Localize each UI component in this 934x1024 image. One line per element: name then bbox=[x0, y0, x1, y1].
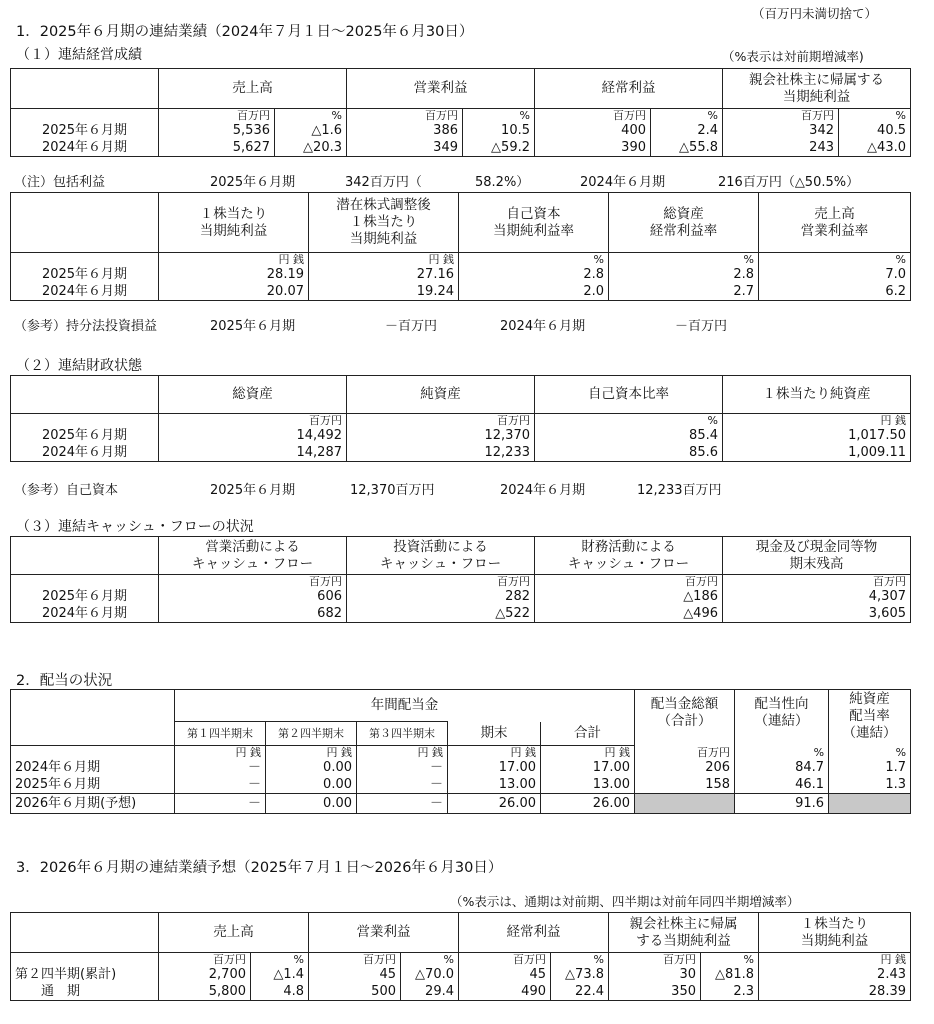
footnote-label: （注）包括利益 bbox=[14, 175, 106, 190]
unit: 円 銭 bbox=[159, 253, 309, 267]
unit: 百万円 bbox=[309, 953, 401, 967]
table-forecast bbox=[10, 912, 911, 1001]
header-op-income: 営業利益 bbox=[309, 913, 459, 953]
header-op-margin: 売上高 営業利益率 bbox=[759, 193, 911, 253]
section3-title: 3．2026年６月期の連結業績予想（2025年７月１日～2026年６月30日） bbox=[16, 860, 503, 876]
footnote-value: 12,370百万円 bbox=[350, 483, 435, 498]
unit: 百万円 bbox=[159, 953, 251, 967]
footnote-period: 2024年６月期 bbox=[500, 319, 586, 334]
header-net-income: 親会社株主に帰属する 当期純利益 bbox=[723, 69, 911, 109]
header-investing-cf: 投資活動による キャッシュ・フロー bbox=[347, 537, 535, 575]
table-financial-position bbox=[10, 375, 911, 462]
header-op-income: 営業利益 bbox=[347, 69, 535, 109]
header-total: 合計 bbox=[541, 722, 635, 746]
table-operating-results bbox=[10, 68, 911, 157]
table-per-share bbox=[10, 192, 911, 301]
sub3-title: （３）連結キャッシュ・フローの状況 bbox=[16, 519, 254, 535]
header-ord-income: 経常利益 bbox=[459, 913, 609, 953]
unit: 円 銭 bbox=[357, 746, 448, 760]
unit: 円 銭 bbox=[541, 746, 635, 760]
unit: 百万円 bbox=[723, 575, 911, 589]
header-operating-cf: 営業活動による キャッシュ・フロー bbox=[159, 537, 347, 575]
section1-title: 1．2025年６月期の連結業績（2024年７月１日～2025年６月30日） bbox=[16, 24, 474, 40]
header-eps: １株当たり 当期純利益 bbox=[159, 193, 309, 253]
header-year-end: 期末 bbox=[448, 722, 541, 746]
table-row: 2024年６月期 14,287 12,233 85.6 1,009.11 bbox=[11, 444, 911, 462]
footnote-period: 2024年６月期 bbox=[580, 175, 666, 190]
sub2-title: （２）連結財政状態 bbox=[16, 358, 142, 374]
unit: 円 銭 bbox=[448, 746, 541, 760]
footnote-period: 2025年６月期 bbox=[210, 319, 296, 334]
section2-title: 2．配当の状況 bbox=[16, 673, 113, 689]
header-roe: 自己資本 当期純利益率 bbox=[459, 193, 609, 253]
header-q2: 第２四半期末 bbox=[266, 722, 357, 746]
header-equity-ratio: 自己資本比率 bbox=[535, 376, 723, 414]
footnote-label: （参考）自己資本 bbox=[14, 483, 119, 498]
unit: 百万円 bbox=[535, 109, 651, 123]
footnote-value: 58.2%） bbox=[475, 175, 530, 190]
header-net-income: 親会社株主に帰属 する当期純利益 bbox=[609, 913, 759, 953]
header-bps: １株当たり純資産 bbox=[723, 376, 911, 414]
table-row: 2025年６月期 5,536 △1.6 386 10.5 400 2.4 342 40.5 bbox=[11, 122, 911, 139]
unit: % bbox=[551, 953, 609, 967]
unit: 百万円 bbox=[609, 953, 701, 967]
unit: % bbox=[609, 253, 759, 267]
unit: 百万円 bbox=[723, 109, 839, 123]
footnote-value: 342百万円（ bbox=[345, 175, 422, 190]
unit: % bbox=[839, 109, 911, 123]
header-diluted-eps: 潜在株式調整後 １株当たり 当期純利益 bbox=[309, 193, 459, 253]
sub1-title: （１）連結経営成績 bbox=[16, 47, 142, 63]
header-eps: １株当たり 当期純利益 bbox=[759, 913, 911, 953]
unit: 百万円 bbox=[459, 953, 551, 967]
footnote-period: 2025年６月期 bbox=[210, 483, 296, 498]
unit: % bbox=[459, 253, 609, 267]
table-row: 2025年６月期 － 0.00 － 13.00 13.00 158 46.1 1.3 bbox=[11, 776, 911, 794]
unit: 百万円 bbox=[347, 109, 463, 123]
unit: 円 銭 bbox=[309, 253, 459, 267]
unit: 百万円 bbox=[347, 414, 535, 428]
table-row: 通 期 5,800 4.8 500 29.4 490 22.4 350 2.3 28.39 bbox=[11, 983, 911, 1001]
table-row: 2024年６月期 － 0.00 － 17.00 17.00 206 84.7 1.7 bbox=[11, 759, 911, 776]
footnote-value: 216百万円（△50.5%） bbox=[718, 175, 860, 190]
table-row: 2025年６月期 606 282 △186 4,307 bbox=[11, 588, 911, 605]
unit: 円 銭 bbox=[723, 414, 911, 428]
header-total-assets: 総資産 bbox=[159, 376, 347, 414]
header-net-assets: 純資産 bbox=[347, 376, 535, 414]
header-total-dividend: 配当金総額 （合計） bbox=[635, 690, 735, 746]
table-row: 2025年６月期 28.19 27.16 2.8 2.8 7.0 bbox=[11, 266, 911, 283]
table-dividends bbox=[10, 689, 911, 814]
footnote-value: 12,233百万円 bbox=[637, 483, 722, 498]
unit: % bbox=[651, 109, 723, 123]
table-row: 2026年６月期(予想) － 0.00 － 26.00 26.00 91.6 bbox=[11, 794, 911, 814]
unit: % bbox=[829, 746, 911, 760]
unit: % bbox=[735, 746, 829, 760]
header-sales: 売上高 bbox=[159, 69, 347, 109]
unit: % bbox=[251, 953, 309, 967]
unit: % bbox=[463, 109, 535, 123]
footnote-label: （参考）持分法投資損益 bbox=[14, 319, 158, 334]
footnote-period: 2024年６月期 bbox=[500, 483, 586, 498]
header-q3: 第３四半期末 bbox=[357, 722, 448, 746]
header-payout-ratio: 配当性向 （連結） bbox=[735, 690, 829, 746]
sub1-note: （%表示は対前期増減率) bbox=[722, 49, 864, 64]
footnote-value: －百万円 bbox=[385, 319, 438, 334]
table-row: 2025年６月期 14,492 12,370 85.4 1,017.50 bbox=[11, 427, 911, 444]
unit: % bbox=[401, 953, 459, 967]
header-doe: 純資産 配当率 （連結） bbox=[829, 690, 911, 746]
header-q1: 第１四半期末 bbox=[175, 722, 266, 746]
unit: % bbox=[759, 253, 911, 267]
header-financing-cf: 財務活動による キャッシュ・フロー bbox=[535, 537, 723, 575]
unit: % bbox=[701, 953, 759, 967]
unit: 百万円 bbox=[535, 575, 723, 589]
footnote-value: －百万円 bbox=[675, 319, 728, 334]
unit: 円 銭 bbox=[175, 746, 266, 760]
unit: % bbox=[275, 109, 347, 123]
header-cash-balance: 現金及び現金同等物 期末残高 bbox=[723, 537, 911, 575]
header-annual-dividend: 年間配当金 bbox=[175, 690, 635, 722]
unit-note: （百万円未満切捨て） bbox=[752, 6, 878, 21]
unit: 百万円 bbox=[159, 575, 347, 589]
unit: 百万円 bbox=[347, 575, 535, 589]
header-ord-income: 経常利益 bbox=[535, 69, 723, 109]
header-roa: 総資産 経常利益率 bbox=[609, 193, 759, 253]
table-row: 2024年６月期 20.07 19.24 2.0 2.7 6.2 bbox=[11, 283, 911, 301]
unit: 百万円 bbox=[159, 414, 347, 428]
unit: 円 銭 bbox=[759, 953, 911, 967]
unit: 百万円 bbox=[635, 746, 735, 760]
table-row: 2024年６月期 682 △522 △496 3,605 bbox=[11, 605, 911, 623]
unit: % bbox=[535, 414, 723, 428]
table-row: 2024年６月期 5,627 △20.3 349 △59.2 390 △55.8 243 △43.0 bbox=[11, 139, 911, 157]
section3-note: （%表示は、通期は対前期、四半期は対前年同四半期増減率） bbox=[450, 894, 800, 909]
table-cash-flow bbox=[10, 536, 911, 623]
footnote-period: 2025年６月期 bbox=[210, 175, 296, 190]
header-sales: 売上高 bbox=[159, 913, 309, 953]
unit: 百万円 bbox=[159, 109, 275, 123]
unit: 円 銭 bbox=[266, 746, 357, 760]
table-row: 第２四半期(累計) 2,700 △1.4 45 △70.0 45 △73.8 30 △81.8 2.43 bbox=[11, 966, 911, 983]
